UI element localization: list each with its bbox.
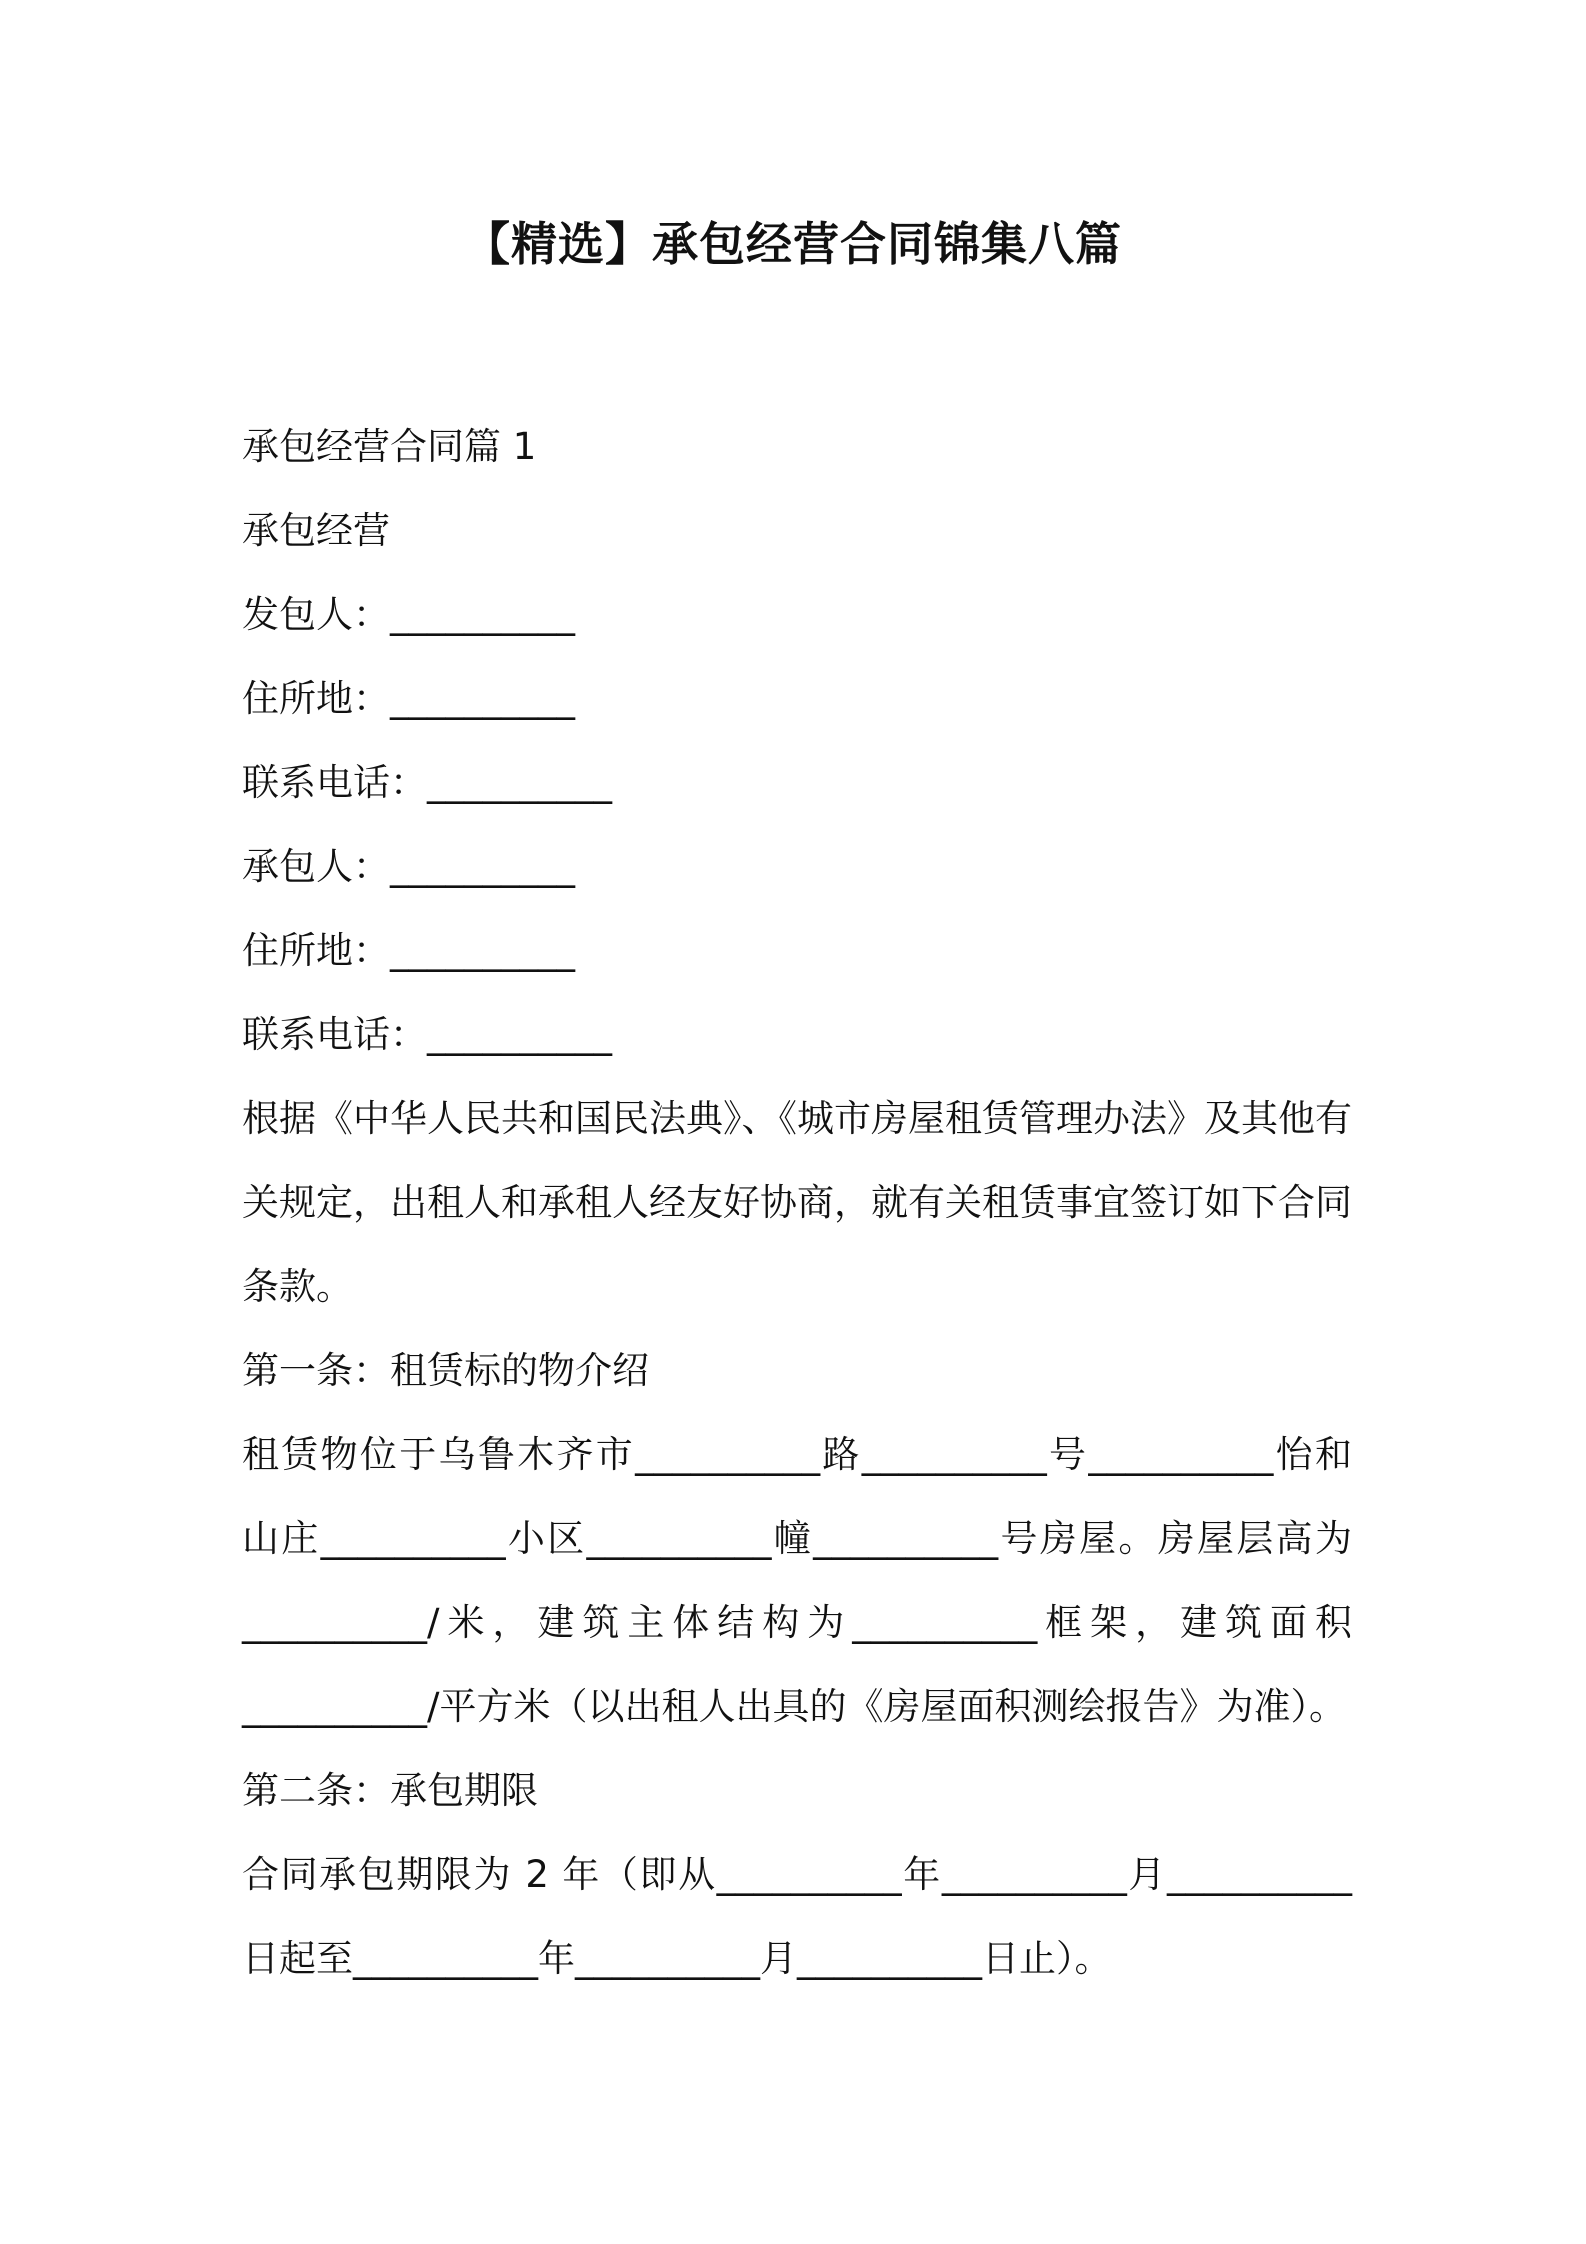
article-2-body-line: 日起至__________年__________月__________日止）。 bbox=[242, 1937, 1112, 1980]
section-heading: 承包经营合同篇 1 bbox=[242, 425, 537, 468]
contractee-address-field: 住所地：__________ bbox=[242, 929, 575, 972]
article-2-heading: 第二条：承包期限 bbox=[242, 1769, 538, 1812]
basis-paragraph-line: 关规定，出租人和承租人经友好协商，就有关租赁事宜签订如下合同 bbox=[242, 1181, 1352, 1224]
document-title: 【精选】承包经营合同锦集八篇 bbox=[464, 217, 1122, 271]
article-1-body-line: 租赁物位于乌鲁木齐市__________路__________号__________怡和 bbox=[242, 1433, 1352, 1476]
article-1-body-line: __________/平方米（以出租人出具的《房屋面积测绘报告》为准）。 bbox=[242, 1685, 1346, 1728]
contractor-phone-field: 联系电话：__________ bbox=[242, 761, 612, 804]
article-2-body-line: 合同承包期限为 2 年（即从__________年__________月__________ bbox=[242, 1853, 1352, 1896]
basis-paragraph-line: 条款。 bbox=[242, 1265, 353, 1308]
contractee-party-field: 承包人：__________ bbox=[242, 845, 575, 888]
contractee-phone-field: 联系电话：__________ bbox=[242, 1013, 612, 1056]
article-1-body-line: __________/米，建筑主体结构为__________框架，建筑面积 bbox=[242, 1601, 1352, 1644]
article-1-heading: 第一条：租赁标的物介绍 bbox=[242, 1349, 649, 1392]
contractor-party-field: 发包人：__________ bbox=[242, 593, 575, 636]
document-body bbox=[242, 405, 1352, 2001]
basis-paragraph-line: 根据《中华人民共和国民法典》、《城市房屋租赁管理办法》及其他有 bbox=[242, 1097, 1352, 1140]
contract-type: 承包经营 bbox=[242, 509, 390, 552]
contractor-address-field: 住所地：__________ bbox=[242, 677, 575, 720]
article-1-body-line: 山庄__________小区__________幢__________号房屋。房屋层高为 bbox=[242, 1517, 1352, 1560]
